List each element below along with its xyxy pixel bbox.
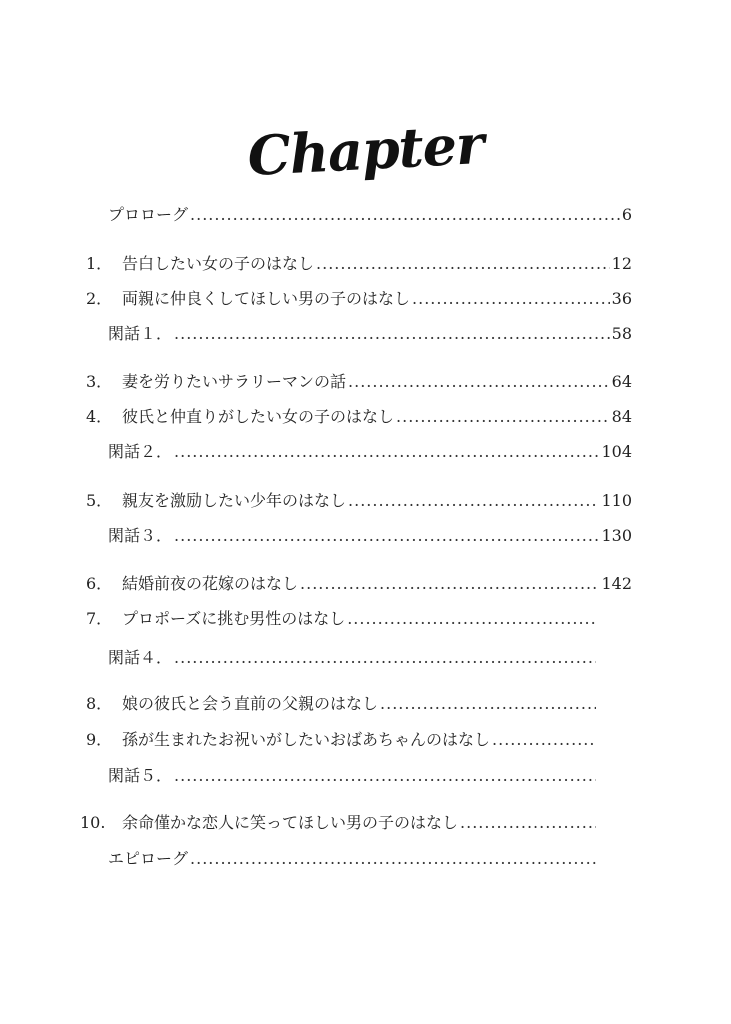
toc-entry-title: 閑話２． bbox=[108, 442, 173, 461]
toc-entry-title: 結婚前夜の花嫁のはなし bbox=[122, 574, 299, 593]
toc-entry-title: プロローグ bbox=[108, 205, 189, 224]
toc-entry-title: 閑話５． bbox=[108, 766, 173, 785]
toc-entry-title: 娘の彼氏と会う直前の父親のはなし bbox=[122, 694, 379, 713]
toc-entry-4[interactable] bbox=[86, 404, 632, 430]
toc-entry-title: 余命僅かな恋人に笑ってほしい男の子のはなし bbox=[122, 813, 459, 832]
toc-entry-title: 孫が生まれたお祝いがしたいおばあちゃんのはなし bbox=[122, 730, 491, 749]
toc-entry-page: 130 bbox=[601, 526, 632, 545]
toc-entry-title: 閑話３． bbox=[108, 526, 173, 545]
dot-leader bbox=[348, 488, 599, 514]
chapter-heading: Chapter bbox=[246, 111, 485, 189]
toc-entry-page: 104 bbox=[601, 442, 632, 461]
toc-entry-title: 告白したい女の子のはなし bbox=[122, 254, 315, 273]
toc-entry-number: 7． bbox=[86, 609, 113, 628]
dot-leader bbox=[347, 606, 596, 632]
dot-leader bbox=[412, 286, 610, 312]
toc-entry-interlude-3[interactable] bbox=[108, 523, 632, 549]
toc-entry-epilogue[interactable] bbox=[108, 846, 598, 872]
toc-entry-page: 142 bbox=[601, 574, 632, 593]
toc-entry-number: 8． bbox=[86, 694, 113, 713]
toc-entry-title: 親友を激励したい少年のはなし bbox=[122, 491, 347, 510]
toc-entry-8[interactable] bbox=[86, 691, 598, 717]
toc-entry-9[interactable] bbox=[86, 727, 598, 753]
toc-entry-page: 84 bbox=[611, 407, 632, 426]
toc-entry-number: 4． bbox=[86, 407, 113, 426]
dot-leader bbox=[460, 810, 596, 836]
dot-leader bbox=[190, 202, 620, 228]
dot-leader bbox=[174, 523, 599, 549]
toc-entry-title: 妻を労りたいサラリーマンの話 bbox=[122, 372, 347, 391]
dot-leader bbox=[174, 321, 610, 347]
toc-entry-interlude-1[interactable] bbox=[108, 321, 632, 347]
toc-entry-prologue[interactable] bbox=[108, 202, 632, 228]
toc-entry-5[interactable] bbox=[86, 488, 632, 514]
toc-entry-page: 58 bbox=[611, 324, 632, 343]
toc-entry-10[interactable] bbox=[80, 810, 598, 836]
dot-leader bbox=[380, 691, 596, 717]
toc-entry-number: 1． bbox=[86, 254, 113, 273]
toc-entry-title: 彼氏と仲直りがしたい女の子のはなし bbox=[122, 407, 395, 426]
toc-entry-page: 12 bbox=[611, 254, 632, 273]
toc-entry-title: 閑話４． bbox=[108, 648, 173, 667]
toc-entry-title: 閑話１． bbox=[108, 324, 173, 343]
toc-entry-number: 3． bbox=[86, 372, 113, 391]
toc-entry-page: 36 bbox=[611, 289, 632, 308]
toc-entry-2[interactable] bbox=[86, 286, 632, 312]
toc-entry-title: プロポーズに挑む男性のはなし bbox=[122, 609, 346, 628]
toc-entry-7[interactable] bbox=[86, 606, 598, 632]
toc-entry-number: 9． bbox=[86, 730, 113, 749]
dot-leader bbox=[174, 439, 599, 465]
toc-entry-page: 110 bbox=[601, 491, 632, 510]
dot-leader bbox=[396, 404, 610, 430]
toc-entry-number: 5． bbox=[86, 491, 113, 510]
toc-entry-interlude-4[interactable] bbox=[108, 645, 598, 671]
dot-leader bbox=[174, 763, 596, 789]
toc-entry-number: 2． bbox=[86, 289, 113, 308]
toc-entry-1[interactable] bbox=[86, 251, 632, 277]
dot-leader bbox=[348, 369, 610, 395]
toc-entry-title: エピローグ bbox=[108, 849, 189, 868]
toc-entry-interlude-2[interactable] bbox=[108, 439, 632, 465]
toc-entry-page: 64 bbox=[611, 372, 632, 391]
dot-leader bbox=[174, 645, 596, 671]
toc-entry-title: 両親に仲良くしてほしい男の子のはなし bbox=[122, 289, 411, 308]
toc-entry-6[interactable] bbox=[86, 571, 632, 597]
dot-leader bbox=[300, 571, 599, 597]
dot-leader bbox=[190, 846, 596, 872]
toc-entry-3[interactable] bbox=[86, 369, 632, 395]
toc-entry-page: 6 bbox=[621, 205, 632, 224]
dot-leader bbox=[492, 727, 596, 753]
dot-leader bbox=[316, 251, 610, 277]
toc-entry-number: 6． bbox=[86, 574, 113, 593]
toc-entry-interlude-5[interactable] bbox=[108, 763, 598, 789]
toc-entry-number: 10. bbox=[80, 813, 106, 832]
